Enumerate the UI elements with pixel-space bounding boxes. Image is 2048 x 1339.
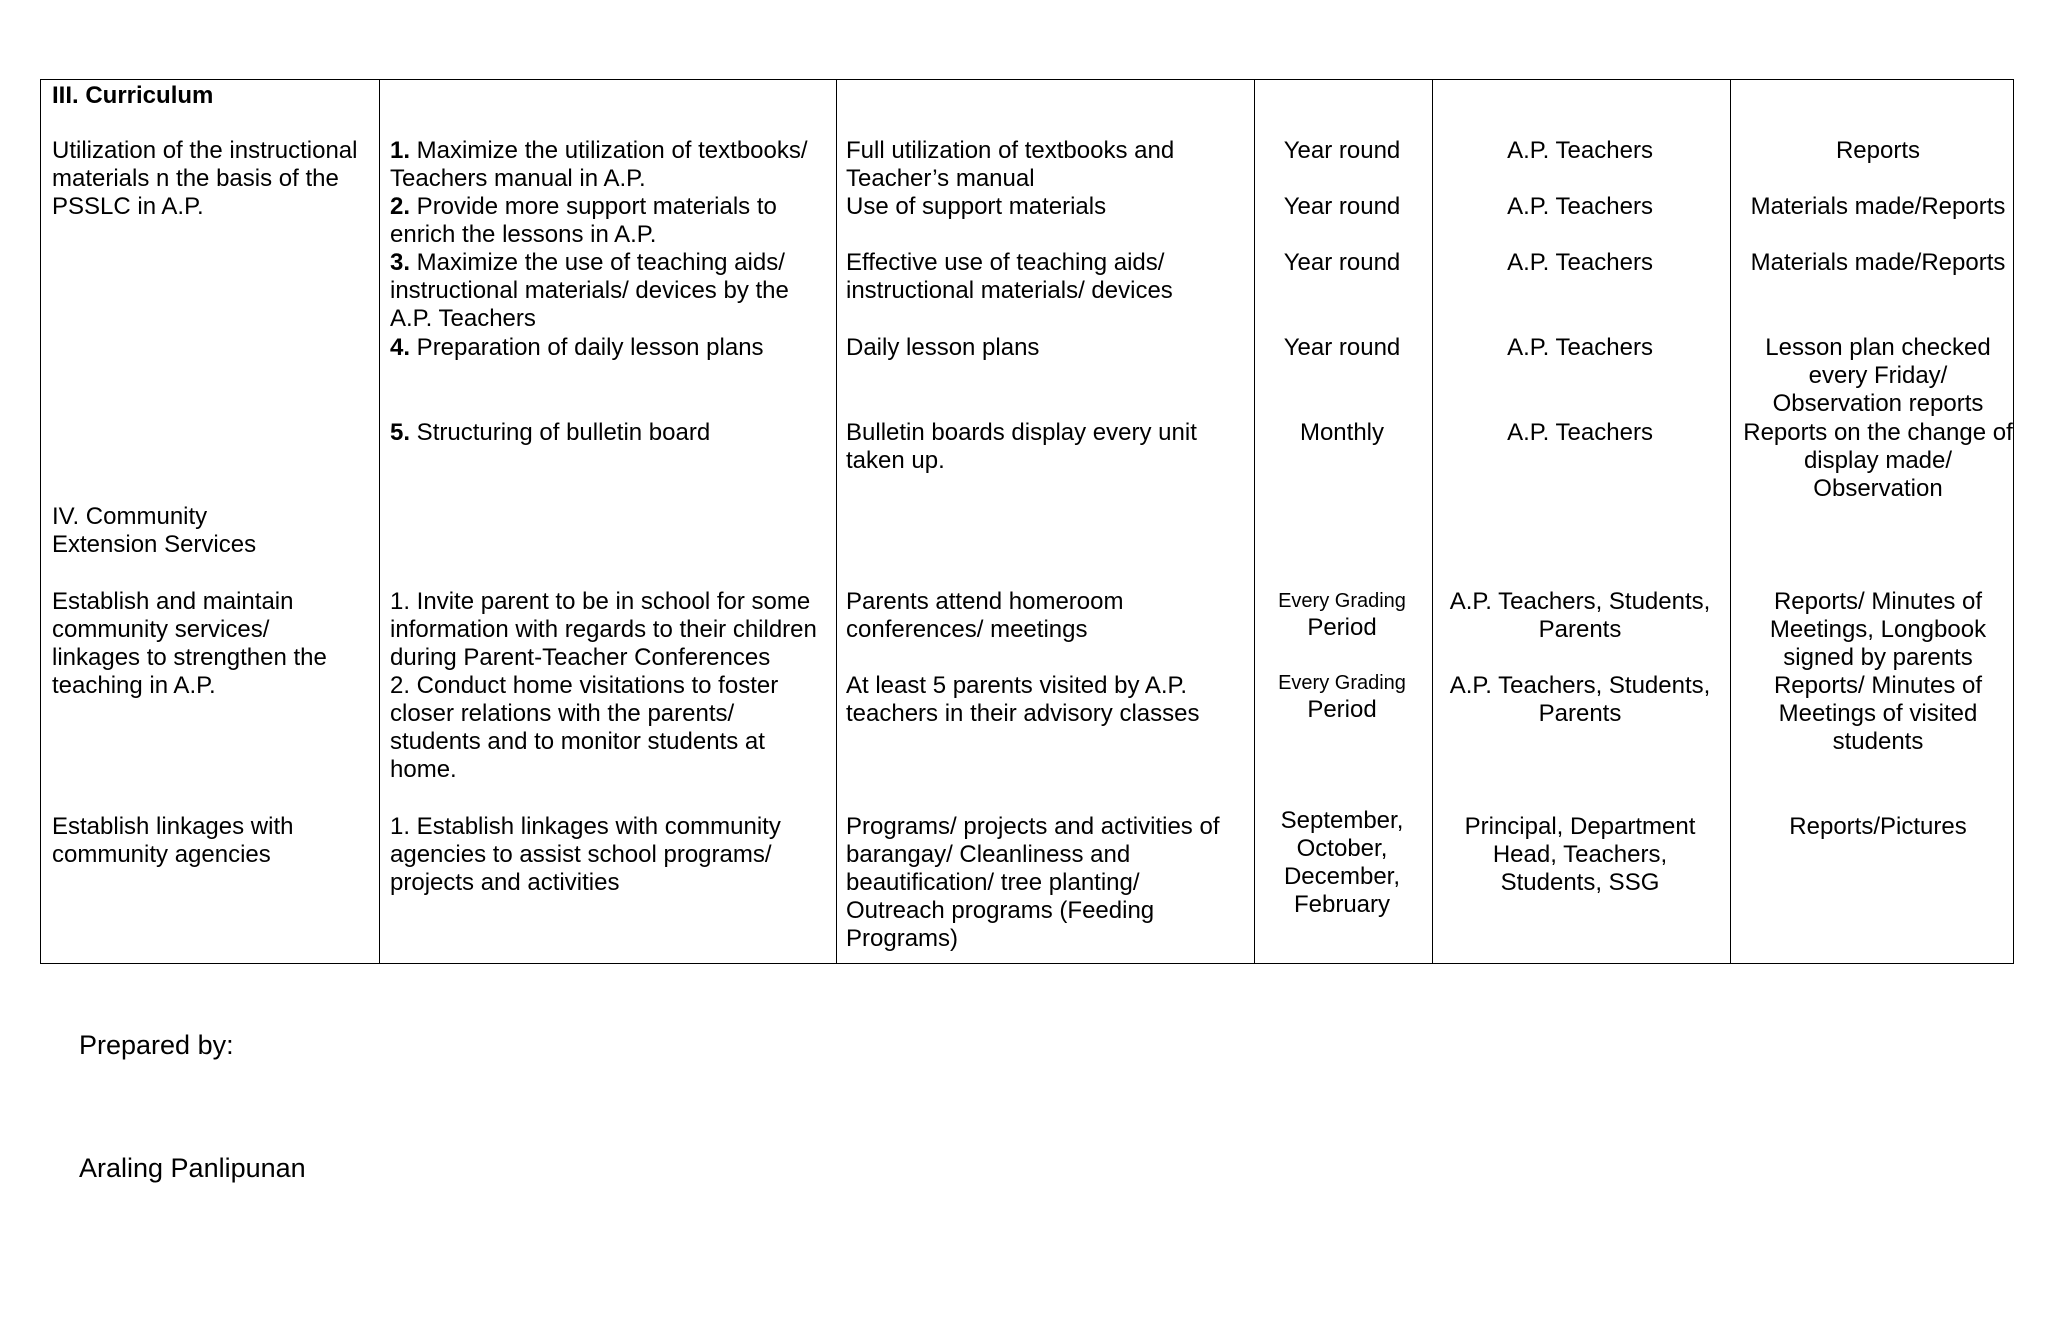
indicator-3: Effective use of teaching aids/ instructional materials/ devices [846, 249, 1173, 304]
community-indicator-1: Parents attend homeroom conferences/ meetings [846, 588, 1124, 643]
time-frame-5: Monthly [1299, 419, 1385, 446]
community-activity-3: 1. Establish linkages with community agencies to assist school programs/ projects and activities [390, 813, 781, 896]
community-indicator-3: Programs/ projects and activities of barangay/ Cleanliness and beautification/ tree planting/ Outreach programs (Feeding Programs) [846, 813, 1220, 952]
indicator-4: Daily lesson plans [846, 334, 1040, 361]
column-divider [379, 80, 380, 963]
community-means-1: Reports/ Minutes of Meetings, Longbook signed by parents [1769, 588, 1987, 671]
persons-5: A.P. Teachers [1507, 419, 1653, 446]
community-activity-1: 1. Invite parent to be in school for some information with regards to their children during Parent-Teacher Conferences [390, 588, 817, 671]
community-activity-2: 2. Conduct home visitations to foster closer relations with the parents/ students and to monitor students at home. [390, 672, 779, 783]
community-objective-1: Establish and maintain community services/ linkages to strengthen the teaching in A.P. [52, 588, 327, 699]
activity-2: 2. Provide more support materials to enrich the lessons in A.P. [390, 193, 777, 248]
means-5: Reports on the change of display made/ Observation [1743, 419, 2013, 502]
indicator-1: Full utilization of textbooks and Teacher’s manual [846, 137, 1175, 192]
community-persons-1: A.P. Teachers, Students, Parents [1449, 588, 1711, 643]
indicator-5: Bulletin boards display every unit taken up. [846, 419, 1197, 474]
activity-4: 4. Preparation of daily lesson plans [390, 334, 764, 361]
community-means-3: Reports/Pictures [1789, 813, 1967, 840]
community-time-frame-3: September, October, December, February [1280, 807, 1404, 918]
persons-1: A.P. Teachers [1507, 137, 1653, 164]
time-frame-3: Year round [1283, 249, 1401, 276]
indicator-2: Use of support materials [846, 193, 1107, 220]
persons-3: A.P. Teachers [1507, 249, 1653, 276]
activity-1: 1. Maximize the utilization of textbooks/ Teachers manual in A.P. [390, 137, 808, 192]
means-1: Reports [1835, 137, 1921, 164]
means-3: Materials made/Reports [1750, 249, 2006, 276]
community-time-frame-1: Every Grading Period [1278, 590, 1406, 641]
time-frame-1: Year round [1283, 137, 1401, 164]
prepared-by-label: Prepared by: [79, 1030, 234, 1060]
time-frame-4: Year round [1283, 334, 1401, 361]
department-name: Araling Panlipunan [79, 1153, 306, 1183]
community-objective-2: Establish linkages with community agencies [52, 813, 294, 868]
community-indicator-2: At least 5 parents visited by A.P. teachers in their advisory classes [846, 672, 1200, 727]
community-means-2: Reports/ Minutes of Meetings of visited students [1773, 672, 1983, 755]
persons-4: A.P. Teachers [1507, 334, 1653, 361]
activity-3: 3. Maximize the use of teaching aids/ instructional materials/ devices by the A.P. Teachers [390, 249, 789, 332]
means-2: Materials made/Reports [1750, 193, 2006, 220]
section-heading-curriculum: III. Curriculum [52, 82, 214, 109]
means-4: Lesson plan checked every Friday/ Observation reports [1765, 334, 1991, 417]
community-persons-2: A.P. Teachers, Students, Parents [1449, 672, 1711, 727]
activity-5: 5. Structuring of bulletin board [390, 419, 711, 446]
section-heading-community: IV. Community Extension Services [52, 503, 257, 558]
persons-2: A.P. Teachers [1507, 193, 1653, 220]
community-persons-3: Principal, Department Head, Teachers, Students, SSG [1464, 813, 1696, 896]
community-time-frame-2: Every Grading Period [1278, 672, 1406, 723]
curriculum-objective: Utilization of the instructional materials n the basis of the PSSLC in A.P. [52, 137, 358, 220]
column-divider [836, 80, 837, 963]
time-frame-2: Year round [1283, 193, 1401, 220]
